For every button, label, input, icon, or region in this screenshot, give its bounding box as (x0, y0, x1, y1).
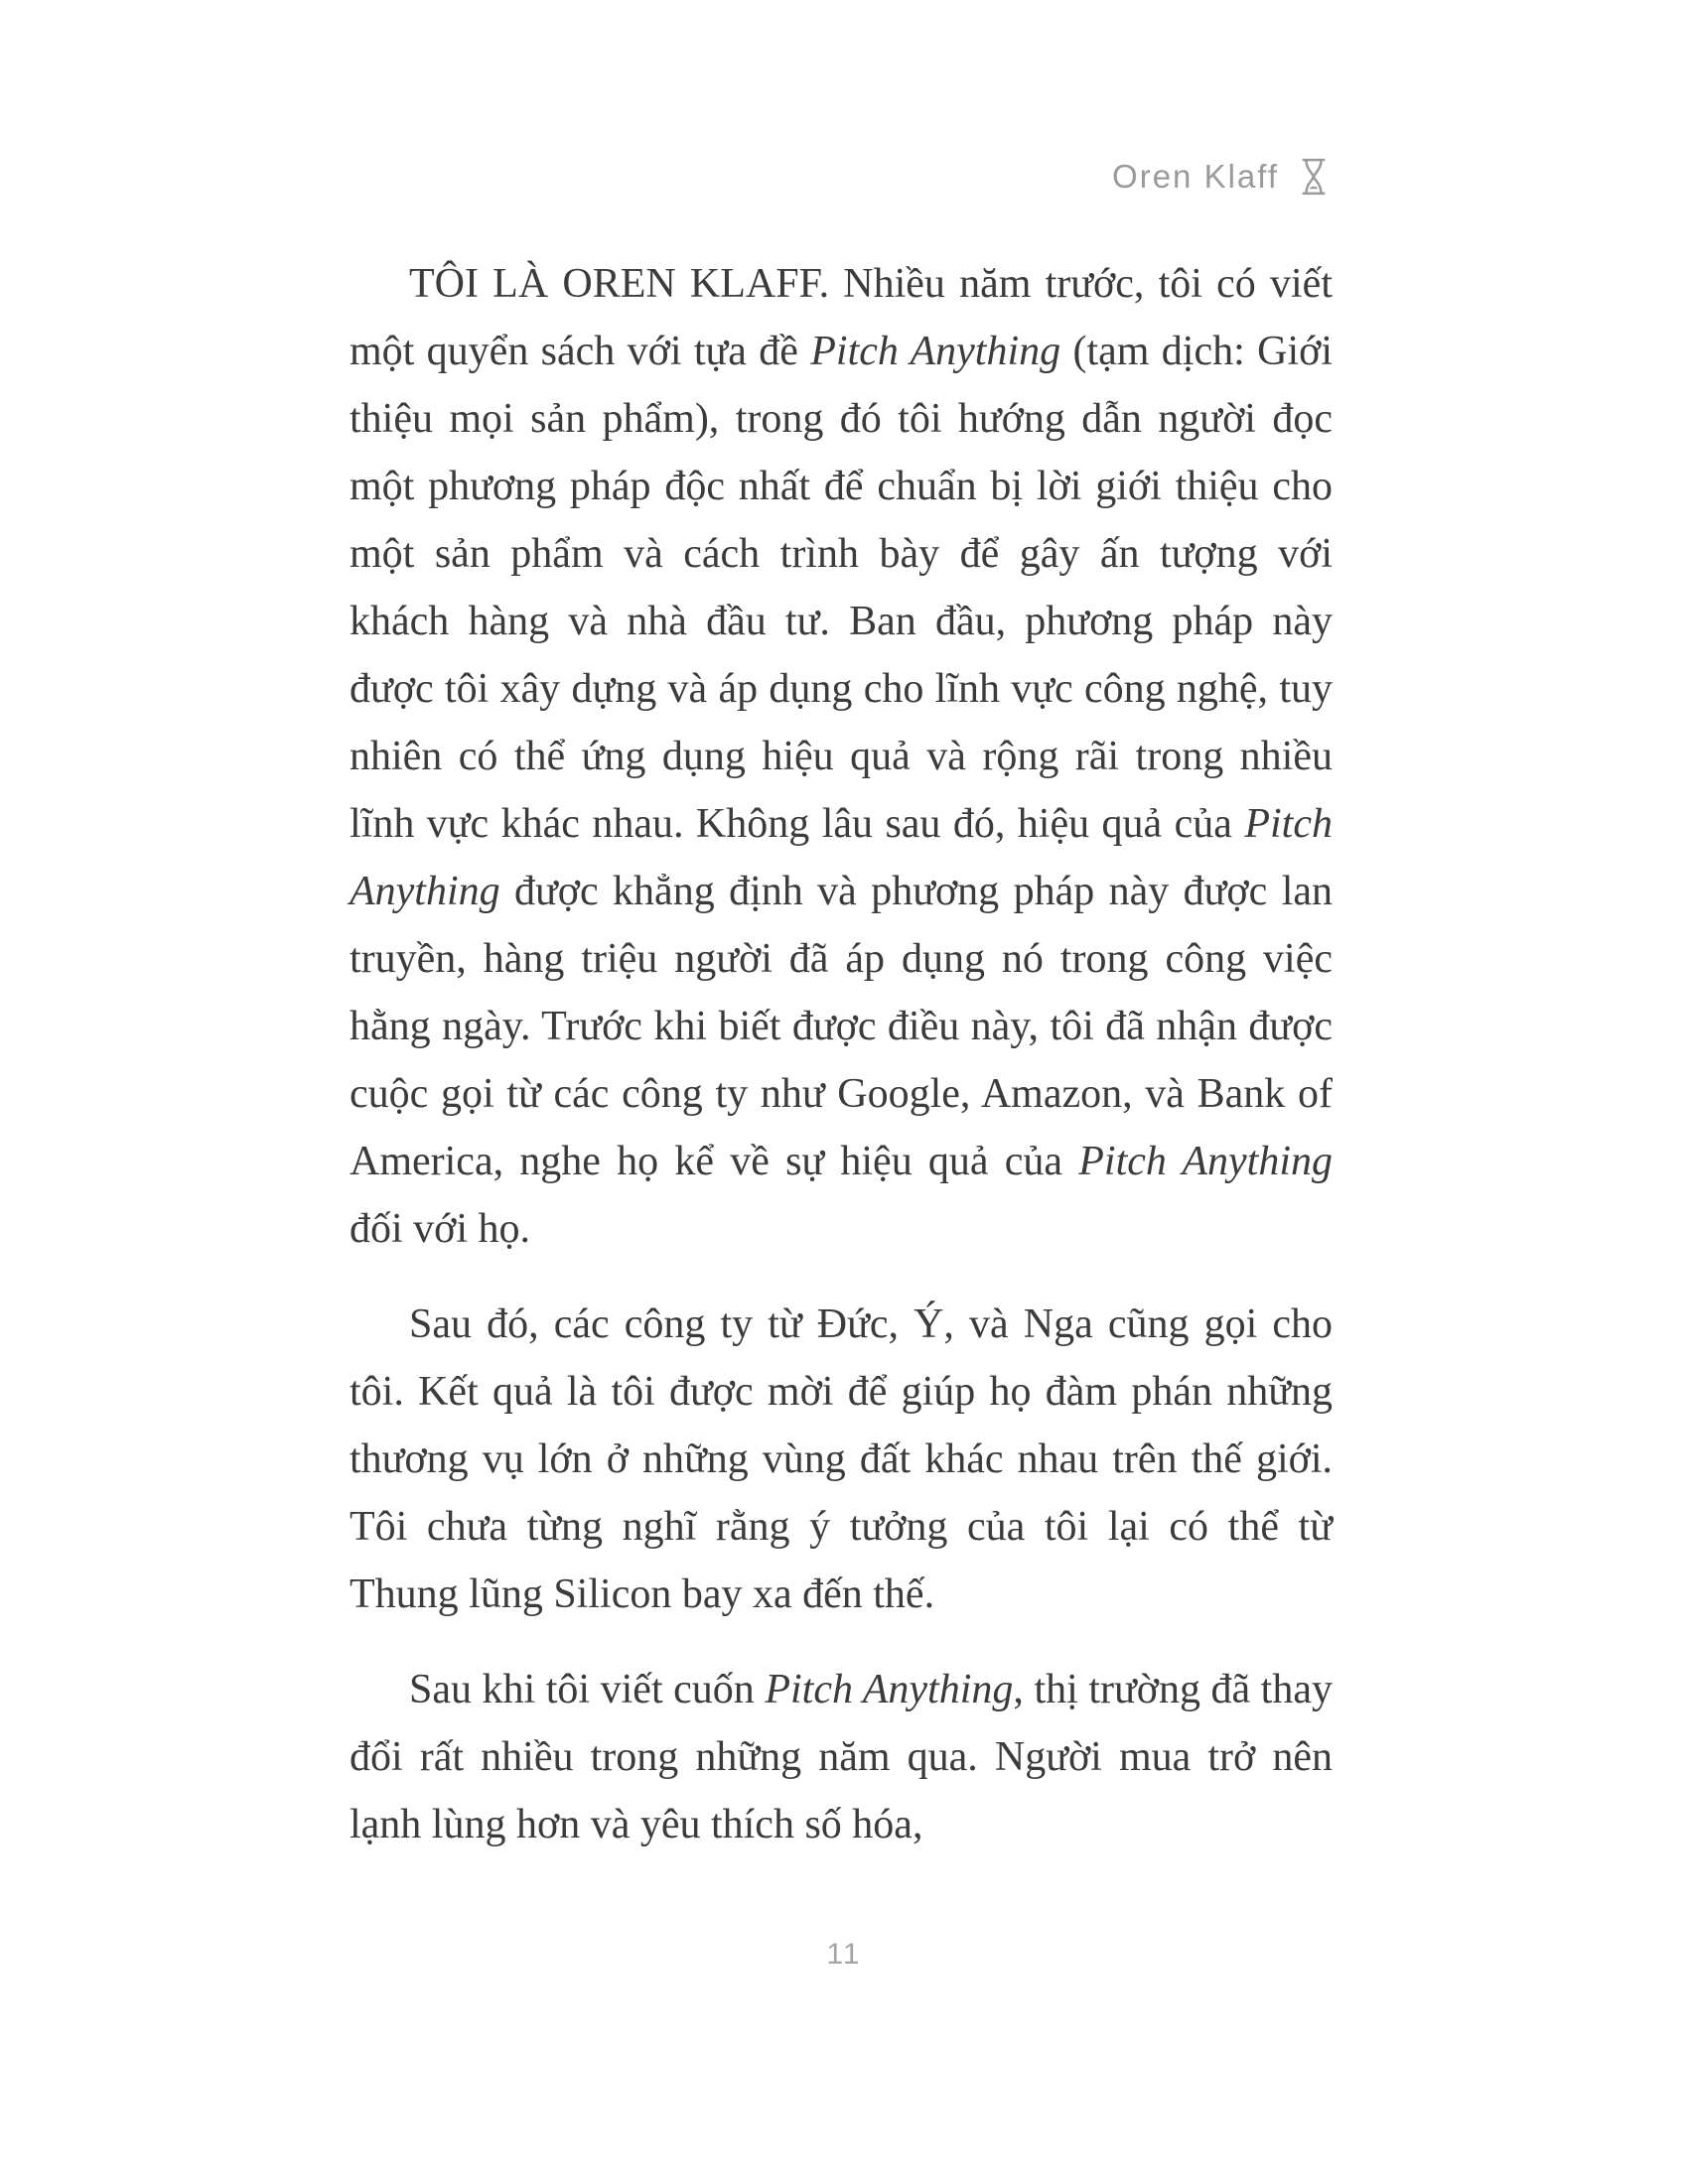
author-name: Oren Klaff (1112, 158, 1279, 195)
book-title-italic: Pitch Anything (765, 1667, 1014, 1712)
page-number: 11 (826, 1938, 862, 1971)
paragraph (350, 1291, 1333, 1628)
text-run: Sau đó, các công ty từ Đức, Ý, và Nga cũng gọi cho tôi. Kết quả là tôi được mời để giúp họ đàm phán những thương vụ lớn ở những vùng đất khác nhau trên thế giới. Tôi chưa từng nghĩ rằng ý tưởng của tôi lại có thể từ Thung lũng Silicon bay xa đến thế. (350, 1301, 1333, 1617)
book-title-italic: Pitch Anything (1078, 1139, 1333, 1184)
text-run: (tạm dịch: Giới thiệu mọi sản phẩm), trong đó tôi hướng dẫn người đọc một phương pháp độc nhất để chuẩn bị lời giới thiệu cho một sản phẩm và cách trình bày để gây ấn tượng với khách hàng và nhà đầu tư. Ban đầu, phương pháp này được tôi xây dựng và áp dụng cho lĩnh vực công nghệ, tuy nhiên có thể ứng dụng hiệu quả và rộng rãi trong nhiều lĩnh vực khác nhau. Không lâu sau đó, hiệu quả của (350, 329, 1334, 847)
paragraph (350, 1656, 1333, 1858)
body-text (350, 250, 1333, 1886)
hourglass-icon (1299, 157, 1329, 197)
text-run: , thị trường đã thay đổi rất nhiều trong những năm qua. Người mua trở nên lạnh lùng hơn và yêu thích số hóa, (350, 1667, 1333, 1847)
text-run: được khẳng định và phương pháp này được lan truyền, hàng triệu người đã áp dụng nó trong công việc hằng ngày. Trước khi biết được điều này, tôi đã nhận được cuộc gọi từ các công ty như Google, Amazon, và Bank of America, nghe họ kể về sự hiệu quả của (350, 869, 1333, 1184)
paragraph (350, 250, 1333, 1263)
text-run: TÔI LÀ OREN KLAFF. Nhiều năm trước, tôi có viết một quyển sách với tựa đề (350, 261, 1333, 374)
page-header (1112, 157, 1329, 197)
book-title-italic: Pitch Anything (350, 801, 1333, 914)
text-run: đối với họ. (350, 1206, 531, 1252)
book-title-italic: Pitch Anything (810, 329, 1061, 374)
text-run: Sau khi tôi viết cuốn (409, 1667, 766, 1712)
